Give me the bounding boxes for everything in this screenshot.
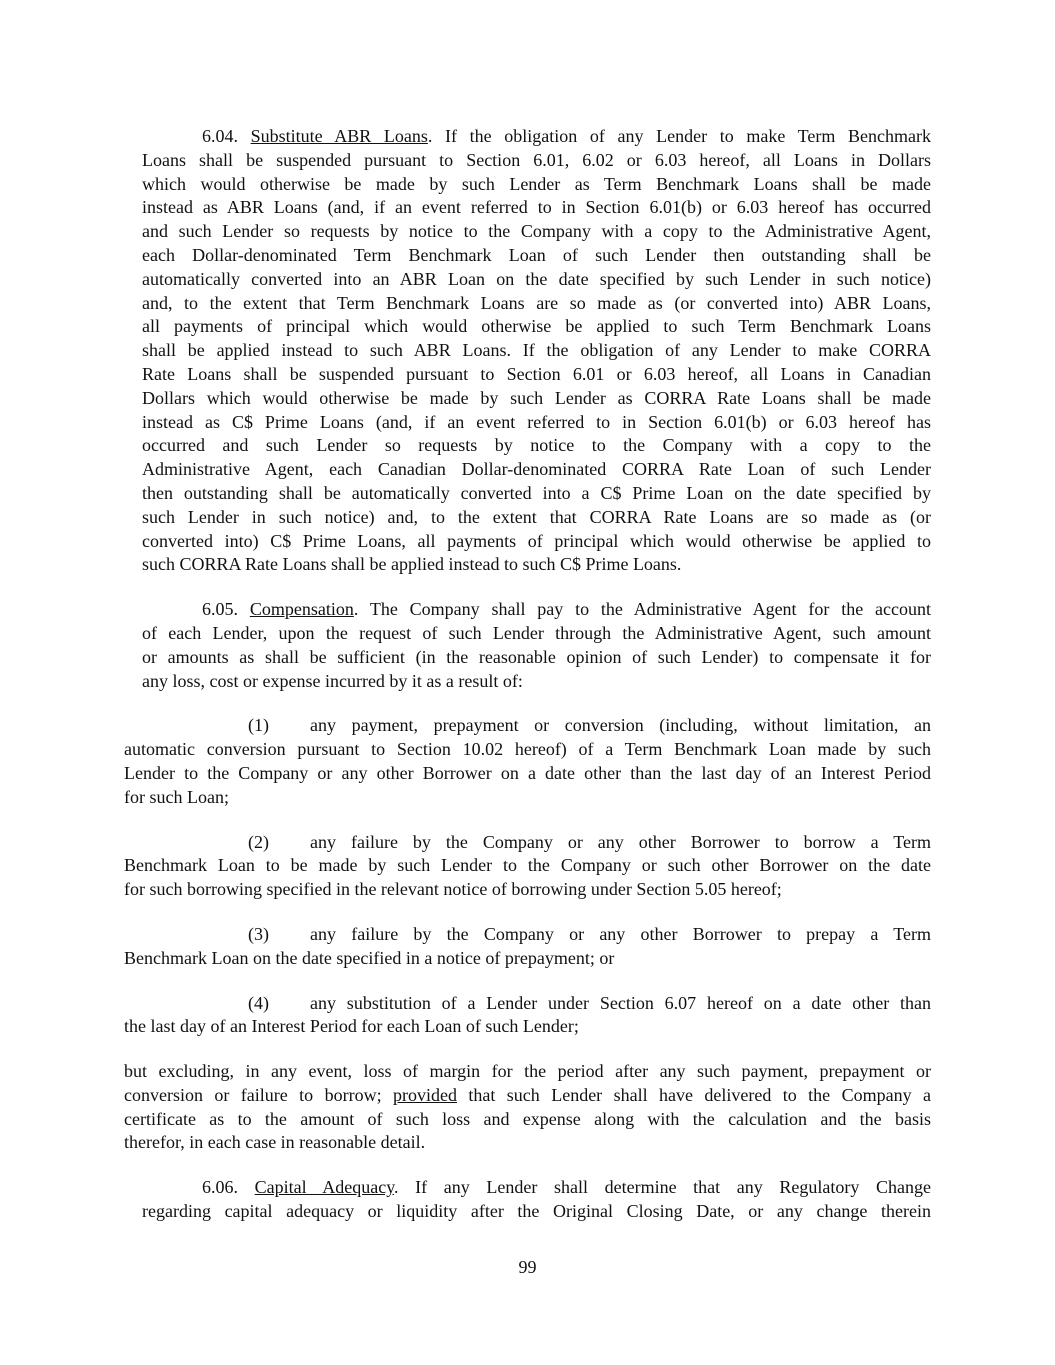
text-line: any loss, cost or expense incurred by it as a result of: (142, 670, 523, 691)
page-number: 99 (518, 1257, 537, 1277)
text-line: the last day of an Interest Period for each Loan of such Lender; (124, 1016, 579, 1037)
item-text: any failure by the Company or any other Borrower to borrow a Term (310, 831, 931, 852)
text-line: or amounts as shall be sufficient (in the reasonable opinion of such Lender) to compensate it for (142, 646, 931, 667)
text-line: Loans shall be suspended pursuant to Section 6.01, 6.02 or 6.03 hereof, all Loans in Dollars (142, 149, 931, 170)
text-segment: . The Company shall pay to the Administrative Agent for the account (353, 599, 931, 620)
text-line: instead as ABR Loans (and, if an event referred to in Section 6.01(b) or 6.03 hereof has occurred (142, 197, 931, 218)
text-line: each Dollar-denominated Term Benchmark Loan of such Lender then outstanding shall be (142, 244, 931, 265)
text-line: for such Loan; (124, 786, 229, 807)
text-line: for such borrowing specified in the relevant notice of borrowing under Section 5.05 hereof; (124, 879, 782, 900)
text-line: which would otherwise be made by such Lender as Term Benchmark Loans shall be made (142, 173, 931, 194)
text-line (124, 1084, 931, 1108)
text-line: then outstanding shall be automatically converted into a C$ Prime Loan on the date specified by (142, 482, 931, 503)
text-line: occurred and such Lender so requests by notice to the Company with a copy to the (142, 435, 931, 456)
text-line: such CORRA Rate Loans shall be applied instead to such C$ Prime Loans. (142, 554, 682, 575)
text-line: shall be applied instead to such ABR Loans. If the obligation of any Lender to make CORRA (142, 340, 931, 361)
text-segment: . If the obligation of any Lender to make Term Benchmark (427, 126, 932, 146)
text-line: Rate Loans shall be suspended pursuant to Section 6.01 or 6.03 hereof, all Loans in Canadian (142, 363, 931, 384)
text-line: automatic conversion pursuant to Section 10.02 hereof) of a Term Benchmark Loan made by such (124, 739, 931, 760)
item-text: any failure by the Company or any other Borrower to prepay a Term (310, 923, 931, 944)
text-line: Lender to the Company or any other Borrower on a date other than the last day of an Interest Period (124, 762, 931, 783)
text-line: Benchmark Loan to be made by such Lender to the Company or such other Borrower on the date (124, 855, 931, 876)
paragraph-proviso (124, 1060, 931, 1155)
text-line: all payments of principal which would otherwise be applied to such Term Benchmark Loans (142, 316, 931, 337)
text-line (142, 1176, 931, 1200)
text-segment: 6.04. (202, 126, 251, 146)
item-number: (4) (248, 992, 269, 1013)
list-item-item-2 (124, 831, 931, 902)
list-item-item-1 (124, 714, 931, 809)
text-line: certificate as to the amount of such loss and expense along with the calculation and the basis (124, 1108, 931, 1129)
text-line: but excluding, in any event, loss of margin for the period after any such payment, prepayment or (124, 1061, 931, 1082)
text-line: Administrative Agent, each Canadian Dollar-denominated CORRA Rate Loan of such Lender (142, 459, 931, 480)
text-line (124, 831, 931, 855)
paragraph-6-04 (142, 125, 931, 577)
text-segment: 6.06. (202, 1177, 255, 1198)
text-line: of each Lender, upon the request of such Lender through the Administrative Agent, such amount (142, 622, 931, 643)
paragraph-6-05 (142, 598, 931, 693)
text-line: automatically converted into an ABR Loan on the date specified by such Lender in such notice) (142, 268, 931, 289)
text-segment: 6.05. (202, 599, 250, 620)
list-item-item-3 (124, 923, 931, 971)
text-segment: . If any Lender shall determine that any Regulatory Change (394, 1177, 931, 1198)
text-line: and such Lender so requests by notice to the Company with a copy to the Administrative Agent, (142, 221, 931, 242)
text-line: regarding capital adequacy or liquidity after the Original Closing Date, or any change therein (142, 1201, 931, 1222)
text-line: and, to the extent that Term Benchmark Loans are so made as (or converted into) ABR Loans, (142, 292, 931, 313)
document-body (0, 125, 1055, 1245)
section-heading: Compensation (249, 599, 354, 620)
text-line: therefor, in each case in reasonable detail. (124, 1132, 426, 1153)
list-item-item-4 (124, 992, 931, 1040)
section-heading: Capital Adequacy (254, 1177, 395, 1198)
item-text: any payment, prepayment or conversion (including, without limitation, an (310, 715, 931, 736)
item-text: any substitution of a Lender under Section 6.07 hereof on a date other than (310, 992, 931, 1013)
text-line: Dollars which would otherwise be made by such Lender as CORRA Rate Loans shall be made (142, 387, 931, 408)
text-line (124, 992, 931, 1016)
text-line: instead as C$ Prime Loans (and, if an event referred to in Section 6.01(b) or 6.03 hereof has (142, 411, 931, 432)
section-heading: provided (393, 1084, 457, 1105)
text-segment: conversion or failure to borrow; (124, 1084, 393, 1105)
text-segment: that such Lender shall have delivered to the Company a (456, 1084, 931, 1105)
item-number: (2) (248, 831, 269, 852)
text-line (142, 598, 931, 622)
text-line (142, 125, 931, 149)
text-line: converted into) C$ Prime Loans, all payments of principal which would otherwise be applied to (142, 530, 931, 551)
item-number: (3) (248, 923, 269, 944)
item-number: (1) (248, 715, 269, 736)
text-line (124, 714, 931, 738)
paragraph-6-06 (142, 1176, 931, 1224)
text-line: such Lender in such notice) and, to the extent that CORRA Rate Loans are so made as (or (142, 506, 931, 527)
section-heading: Substitute ABR Loans (250, 126, 428, 146)
text-line: Benchmark Loan on the date specified in a notice of prepayment; or (124, 947, 615, 968)
text-line (124, 923, 931, 947)
